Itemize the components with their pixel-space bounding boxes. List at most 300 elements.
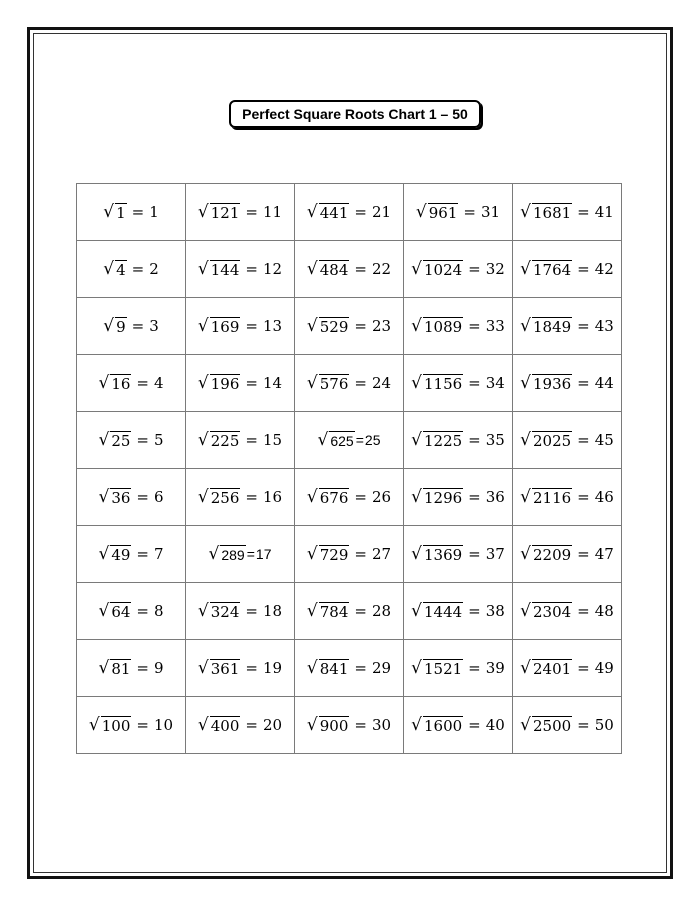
radical-sign: √ (415, 202, 427, 222)
root-value: 20 (262, 716, 283, 734)
square-root-expression (520, 259, 614, 279)
square-root-expression (98, 601, 163, 621)
radical-sign: √ (306, 487, 318, 507)
square-root-cell (295, 697, 404, 754)
root-value: 33 (485, 317, 505, 335)
square-root-cell (513, 241, 622, 298)
root-value: 28 (371, 602, 392, 620)
equals-sign: = (245, 260, 258, 278)
radicand: 2401 (532, 660, 572, 678)
radicand: 121 (210, 204, 240, 222)
radicand: 289 (221, 547, 245, 563)
square-root-cell (295, 469, 404, 526)
equals-sign: = (136, 545, 149, 563)
square-root-cell (186, 412, 295, 469)
radical-sign: √ (411, 259, 422, 279)
root-value: 45 (594, 431, 614, 449)
root-value: 18 (262, 602, 283, 620)
equals-sign: = (246, 546, 255, 562)
root-value: 43 (594, 317, 614, 335)
square-root-expression (520, 487, 614, 507)
root-value: 23 (371, 317, 392, 335)
equals-sign: = (136, 488, 149, 506)
square-root-expression (89, 715, 173, 735)
square-root-expression (198, 601, 282, 621)
square-root-expression (520, 316, 614, 336)
square-root-expression (411, 259, 505, 279)
radical-sign: √ (520, 430, 531, 450)
radicand: 2116 (532, 489, 572, 507)
radical-sign: √ (520, 316, 531, 336)
radicand: 784 (319, 603, 349, 621)
radical-sign: √ (411, 487, 422, 507)
root-value: 38 (485, 602, 505, 620)
square-root-cell (404, 526, 513, 583)
radicand: 64 (111, 603, 131, 621)
root-value: 29 (371, 659, 392, 677)
radicand: 441 (319, 204, 349, 222)
square-root-expression (520, 202, 614, 222)
radicand: 16 (111, 375, 131, 393)
square-root-cell (513, 412, 622, 469)
radical-sign: √ (197, 715, 209, 735)
root-value: 37 (485, 545, 505, 563)
square-root-cell (186, 526, 295, 583)
square-root-expression (307, 316, 391, 336)
radicand: 2500 (532, 717, 572, 735)
radical-sign: √ (306, 259, 318, 279)
radicand: 1600 (423, 717, 463, 735)
root-value: 1 (149, 203, 159, 221)
equals-sign: = (354, 374, 367, 392)
square-root-cell (513, 469, 622, 526)
square-root-expression (307, 202, 391, 222)
equals-sign: = (136, 716, 149, 734)
root-value: 42 (594, 260, 614, 278)
equals-sign: = (136, 431, 149, 449)
root-value: 32 (485, 260, 505, 278)
equals-sign: = (577, 374, 590, 392)
square-roots-table (76, 183, 622, 754)
square-root-cell (513, 355, 622, 412)
root-value: 21 (371, 203, 392, 221)
equals-sign: = (354, 659, 367, 677)
root-value: 5 (153, 431, 164, 449)
equals-sign: = (468, 317, 481, 335)
square-root-expression (198, 715, 282, 735)
square-root-expression (411, 544, 505, 564)
square-root-expression (411, 487, 505, 507)
radicand: 36 (111, 489, 131, 507)
equals-sign: = (245, 602, 258, 620)
root-value: 31 (480, 203, 501, 221)
square-root-cell (186, 583, 295, 640)
square-root-cell (77, 640, 186, 697)
square-root-cell (186, 184, 295, 241)
square-root-cell (295, 412, 404, 469)
square-root-expression (411, 715, 505, 735)
root-value: 26 (371, 488, 392, 506)
equals-sign: = (577, 317, 590, 335)
square-root-cell (404, 469, 513, 526)
radicand: 49 (111, 546, 131, 564)
radicand: 729 (319, 546, 349, 564)
square-root-expression (307, 373, 391, 393)
radicand: 100 (101, 717, 131, 735)
table-row (77, 355, 622, 412)
root-value: 17 (255, 546, 272, 562)
square-root-cell (404, 184, 513, 241)
square-root-cell (77, 469, 186, 526)
root-value: 2 (149, 260, 159, 278)
square-root-cell (186, 355, 295, 412)
root-value: 47 (594, 545, 614, 563)
table-row (77, 241, 622, 298)
radical-sign: √ (306, 202, 318, 222)
radical-sign: √ (197, 658, 209, 678)
square-root-expression (416, 202, 500, 222)
radical-sign: √ (411, 430, 422, 450)
square-root-cell (295, 526, 404, 583)
square-root-cell (295, 583, 404, 640)
square-root-expression (520, 658, 614, 678)
root-value: 34 (485, 374, 505, 392)
square-root-cell (77, 583, 186, 640)
square-root-expression (103, 316, 159, 336)
table-row (77, 298, 622, 355)
radicand: 324 (210, 603, 240, 621)
square-root-expression (411, 430, 505, 450)
equals-sign: = (468, 374, 481, 392)
radical-sign: √ (306, 316, 318, 336)
radical-sign: √ (520, 601, 531, 621)
equals-sign: = (245, 716, 258, 734)
equals-sign: = (577, 545, 590, 563)
radical-sign: √ (197, 259, 209, 279)
square-root-cell (186, 640, 295, 697)
radical-sign: √ (98, 544, 110, 564)
equals-sign: = (577, 488, 590, 506)
equals-sign: = (577, 716, 590, 734)
square-root-expression (198, 259, 282, 279)
root-value: 12 (262, 260, 283, 278)
root-value: 7 (153, 545, 164, 563)
radical-sign: √ (98, 658, 110, 678)
equals-sign: = (354, 545, 367, 563)
square-root-cell (404, 355, 513, 412)
radical-sign: √ (98, 373, 110, 393)
square-root-cell (186, 469, 295, 526)
radical-sign: √ (411, 316, 422, 336)
radicand: 400 (210, 717, 240, 735)
equals-sign: = (245, 488, 258, 506)
square-root-expression (98, 487, 163, 507)
square-root-expression (198, 316, 282, 336)
radical-sign: √ (197, 430, 209, 450)
square-root-expression (98, 658, 163, 678)
root-value: 41 (594, 203, 614, 221)
square-root-cell (404, 298, 513, 355)
equals-sign: = (354, 260, 367, 278)
radicand: 1681 (532, 204, 572, 222)
root-value: 49 (594, 659, 614, 677)
square-root-expression (307, 658, 391, 678)
radical-sign: √ (197, 487, 209, 507)
radicand: 961 (428, 204, 458, 222)
radical-sign: √ (103, 259, 115, 279)
radical-sign: √ (98, 487, 110, 507)
radicand: 25 (111, 432, 131, 450)
radicand: 1225 (423, 432, 463, 450)
radicand: 169 (210, 318, 240, 336)
square-root-cell (404, 583, 513, 640)
square-root-expression (307, 601, 391, 621)
radical-sign: √ (306, 658, 318, 678)
radical-sign: √ (411, 715, 422, 735)
root-value: 16 (262, 488, 283, 506)
square-root-expression (307, 487, 391, 507)
square-root-cell (404, 640, 513, 697)
table-row (77, 412, 622, 469)
square-root-cell (77, 184, 186, 241)
radical-sign: √ (520, 658, 531, 678)
root-value: 44 (594, 374, 614, 392)
square-root-expression (411, 658, 505, 678)
radical-sign: √ (306, 544, 318, 564)
page-title: Perfect Square Roots Chart 1 – 50 (242, 106, 468, 122)
square-root-cell (513, 583, 622, 640)
radicand: 196 (210, 375, 240, 393)
equals-sign: = (468, 716, 481, 734)
square-root-cell (295, 640, 404, 697)
root-value: 50 (594, 716, 614, 734)
root-value: 19 (262, 659, 283, 677)
square-root-cell (513, 184, 622, 241)
root-value: 48 (594, 602, 614, 620)
radicand: 1369 (423, 546, 463, 564)
equals-sign: = (245, 431, 258, 449)
radicand: 1296 (423, 489, 463, 507)
square-root-cell (77, 697, 186, 754)
equals-sign: = (468, 659, 481, 677)
square-root-cell (295, 355, 404, 412)
root-value: 3 (149, 317, 159, 335)
radical-sign: √ (520, 715, 531, 735)
square-root-cell (295, 298, 404, 355)
radicand: 2025 (532, 432, 572, 450)
radicand: 841 (319, 660, 349, 678)
radical-sign: √ (411, 658, 422, 678)
square-root-expression (198, 373, 282, 393)
square-root-cell (77, 298, 186, 355)
square-root-cell (186, 298, 295, 355)
root-value: 14 (262, 374, 283, 392)
root-value: 39 (485, 659, 505, 677)
square-root-expression (520, 544, 614, 564)
table-row (77, 640, 622, 697)
square-root-cell (295, 184, 404, 241)
equals-sign: = (136, 602, 149, 620)
radicand: 1444 (423, 603, 463, 621)
radicand: 1849 (532, 318, 572, 336)
radical-sign: √ (98, 430, 110, 450)
root-value: 6 (153, 488, 164, 506)
radicand: 256 (210, 489, 240, 507)
radicand: 2209 (532, 546, 572, 564)
root-value: 11 (262, 203, 283, 221)
equals-sign: = (577, 431, 590, 449)
equals-sign: = (245, 374, 258, 392)
square-root-expression (411, 601, 505, 621)
square-root-expression (198, 658, 282, 678)
root-value: 25 (364, 432, 381, 448)
radicand: 1936 (532, 375, 572, 393)
square-root-expression (520, 430, 614, 450)
equals-sign: = (354, 203, 367, 221)
equals-sign: = (245, 317, 258, 335)
radicand: 1521 (423, 660, 463, 678)
square-root-cell (186, 241, 295, 298)
radicand: 1156 (423, 375, 463, 393)
radical-sign: √ (520, 487, 531, 507)
radicand: 484 (319, 261, 349, 279)
square-root-expression (198, 202, 282, 222)
radicand: 576 (319, 375, 349, 393)
square-root-expression (98, 544, 163, 564)
square-root-expression (307, 259, 391, 279)
radical-sign: √ (197, 316, 209, 336)
radicand: 625 (330, 433, 354, 449)
table-row (77, 526, 622, 583)
square-root-expression (520, 601, 614, 621)
root-value: 35 (485, 431, 505, 449)
equals-sign: = (245, 203, 258, 221)
radical-sign: √ (103, 316, 115, 336)
square-root-cell (77, 355, 186, 412)
root-value: 9 (153, 659, 164, 677)
equals-sign: = (577, 260, 590, 278)
equals-sign: = (131, 203, 145, 221)
radical-sign: √ (197, 202, 209, 222)
radicand: 361 (210, 660, 240, 678)
root-value: 27 (371, 545, 392, 563)
radicand: 2304 (532, 603, 572, 621)
table-row (77, 469, 622, 526)
table-row (77, 697, 622, 754)
equals-sign: = (136, 659, 149, 677)
radical-sign: √ (197, 601, 209, 621)
equals-sign: = (468, 260, 481, 278)
equals-sign: = (245, 659, 258, 677)
radical-sign: √ (520, 202, 531, 222)
square-root-expression (411, 316, 505, 336)
radicand: 1764 (532, 261, 572, 279)
root-value: 24 (371, 374, 392, 392)
radical-sign: √ (411, 373, 422, 393)
equals-sign: = (136, 374, 149, 392)
square-root-expression (307, 544, 391, 564)
root-value: 4 (153, 374, 164, 392)
table-row (77, 583, 622, 640)
square-root-cell (77, 526, 186, 583)
square-root-cell (513, 526, 622, 583)
radical-sign: √ (197, 373, 209, 393)
radicand: 1089 (423, 318, 463, 336)
radicand: 1 (116, 204, 126, 222)
radical-sign: √ (520, 544, 531, 564)
square-root-expression (98, 373, 163, 393)
square-root-cell (404, 697, 513, 754)
radicand: 529 (319, 318, 349, 336)
equals-sign: = (354, 716, 367, 734)
square-root-expression (520, 373, 614, 393)
square-root-expression (103, 202, 159, 222)
root-value: 10 (153, 716, 174, 734)
equals-sign: = (577, 602, 590, 620)
radicand: 900 (319, 717, 349, 735)
equals-sign: = (468, 488, 481, 506)
equals-sign: = (354, 317, 367, 335)
radicand: 225 (210, 432, 240, 450)
square-root-expression (318, 430, 381, 450)
radical-sign: √ (103, 202, 115, 222)
square-root-expression (103, 259, 159, 279)
root-value: 8 (153, 602, 164, 620)
root-value: 40 (485, 716, 505, 734)
equals-sign: = (463, 203, 476, 221)
equals-sign: = (468, 545, 481, 563)
radicand: 4 (116, 261, 126, 279)
radical-sign: √ (88, 715, 100, 735)
equals-sign: = (577, 659, 590, 677)
equals-sign: = (354, 488, 367, 506)
root-value: 30 (371, 716, 392, 734)
square-root-cell (295, 241, 404, 298)
radicand: 9 (116, 318, 126, 336)
radical-sign: √ (306, 601, 318, 621)
radical-sign: √ (98, 601, 110, 621)
title-box (229, 100, 481, 128)
square-root-cell (513, 298, 622, 355)
square-root-expression (198, 430, 282, 450)
equals-sign: = (131, 317, 145, 335)
root-value: 46 (594, 488, 614, 506)
square-root-expression (98, 430, 163, 450)
radical-sign: √ (306, 715, 318, 735)
square-root-expression (307, 715, 391, 735)
radical-sign: √ (317, 430, 329, 450)
equals-sign: = (354, 602, 367, 620)
root-value: 22 (371, 260, 392, 278)
square-root-cell (77, 241, 186, 298)
radical-sign: √ (208, 544, 220, 564)
square-root-cell (404, 412, 513, 469)
square-root-expression (198, 487, 282, 507)
radicand: 676 (319, 489, 349, 507)
radicand: 144 (210, 261, 240, 279)
square-root-expression (520, 715, 614, 735)
equals-sign: = (468, 431, 481, 449)
radical-sign: √ (306, 373, 318, 393)
root-value: 36 (485, 488, 505, 506)
radical-sign: √ (411, 601, 422, 621)
table-row (77, 184, 622, 241)
square-root-expression (209, 544, 272, 564)
radical-sign: √ (520, 259, 531, 279)
equals-sign: = (577, 203, 590, 221)
square-root-cell (513, 640, 622, 697)
equals-sign: = (131, 260, 145, 278)
